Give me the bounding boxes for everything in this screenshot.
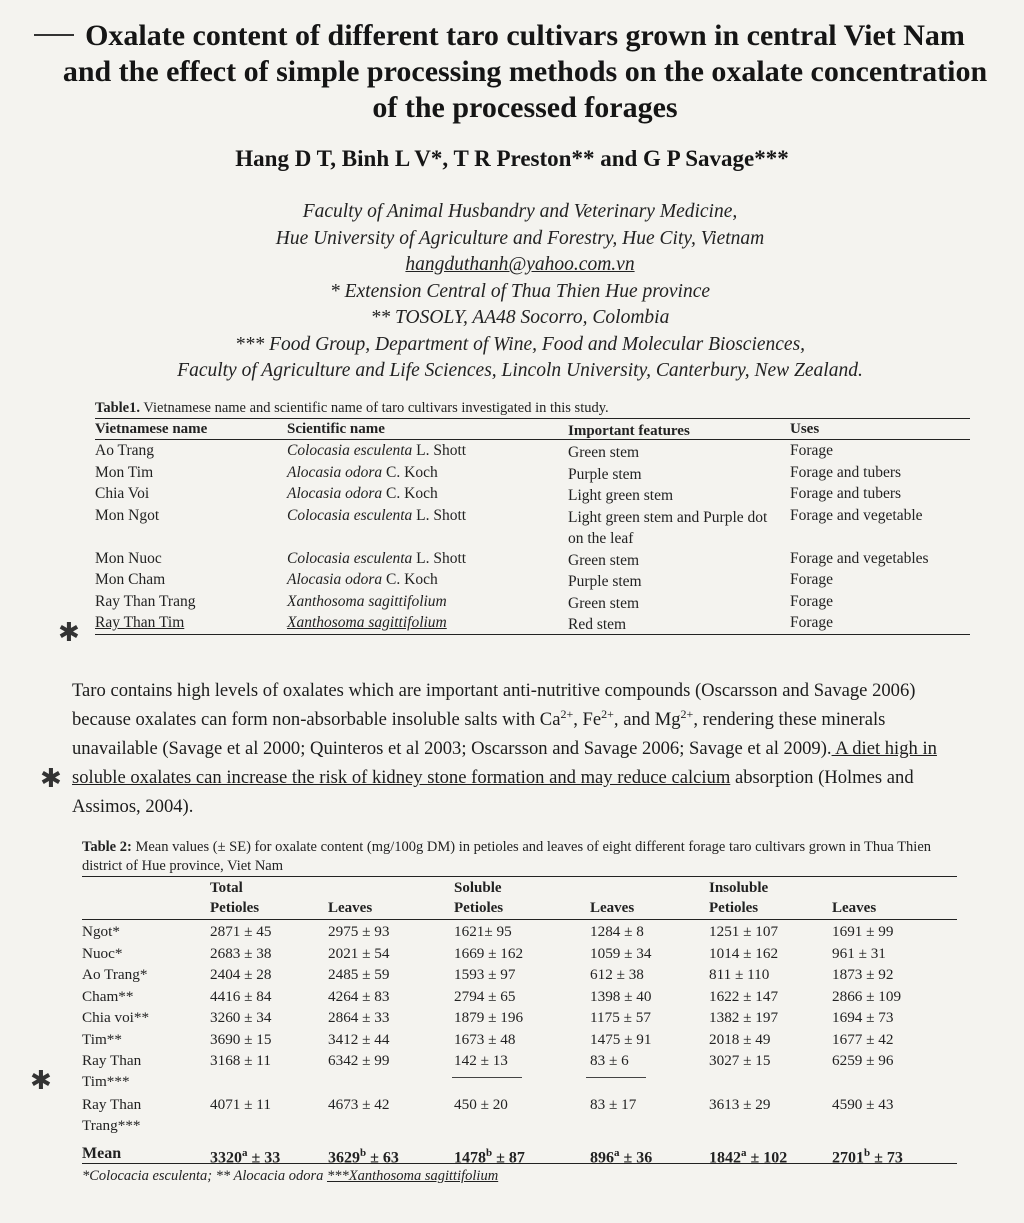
cell-cultivar: Cham**: [82, 987, 134, 1005]
cell-authority: C. Koch: [386, 485, 438, 502]
cell-value: 1251 ± 107: [709, 923, 779, 940]
mean-value: 1842: [709, 1149, 741, 1167]
affiliation-line: * Extension Central of Thua Thien Hue province: [329, 280, 711, 302]
table-row: [82, 1093, 957, 1137]
cell-feature: Red stem: [568, 616, 627, 633]
group-header: Soluble: [454, 880, 502, 896]
cell-name: Mon Ngot: [95, 506, 160, 524]
sub-header: Leaves: [590, 900, 635, 916]
mean-value: 1478: [454, 1149, 486, 1167]
cell-cultivar: Tim**: [82, 1030, 122, 1048]
mean-se: ± 87: [492, 1149, 525, 1167]
paper-title: Oxalate content of different taro cultivars grown in central Viet Nam and the effect of simple processing methods on the oxalate concentration of the processed forages: [62, 19, 988, 124]
cell-feature: Purple stem: [568, 465, 642, 483]
cell-authority: C. Koch: [386, 463, 438, 481]
cell-genus: Xanthosoma sagittifolium: [287, 592, 447, 610]
significance-letter: b: [864, 1147, 871, 1159]
cell-use: Forage and vegetable: [790, 506, 923, 524]
cell-scientific: [287, 550, 466, 568]
table-2-mean-row: [82, 1137, 957, 1167]
column-header: Vietnamese name: [95, 421, 208, 437]
mean-cell: [590, 1143, 652, 1168]
group-header: Total: [210, 880, 243, 896]
cell-feature: Purple stem: [568, 573, 642, 590]
table-1-caption-text: Vietnamese name and scientific name of taro cultivars investigated in this study.: [143, 400, 609, 416]
underlined-sentence: A diet high in soluble oxalates can increase the risk of kidney stone formation and may reduce calcium: [72, 738, 937, 788]
cell-cultivar: Ngot*: [82, 923, 120, 940]
table-1-label: Table1.: [95, 400, 140, 416]
significance-letter: b: [486, 1147, 493, 1159]
table-2-caption-text: Mean values (± SE) for oxalate content (mg/100g DM) in petioles and leaves of eight different forage taro cultivars grown in Thua Thien district of Hue province, Viet Nam: [82, 839, 932, 874]
table-1-caption: [95, 400, 970, 418]
cell-cultivar: Ao Trang*: [82, 966, 148, 983]
cell-value: 2794 ± 65: [454, 987, 516, 1005]
significance-letter: a: [741, 1147, 747, 1159]
cell-name: Mon Tim: [95, 463, 154, 481]
cell-value: 811 ± 110: [709, 966, 770, 983]
cell-authority: C. Koch: [386, 571, 438, 588]
cell-scientific: [287, 507, 466, 525]
mean-cell: [328, 1143, 399, 1168]
cell-value: 2018 ± 49: [709, 1030, 771, 1048]
table-row: [82, 963, 957, 985]
cell-scientific: [287, 593, 447, 611]
cell-value: 1382 ± 197: [709, 1009, 779, 1026]
cell-value: 83 ± 17: [590, 1096, 637, 1113]
text-run: , rendering these minerals unavailable (Savage et al 2000; Quinteros et al 2003; Oscarsson and Savage 2006; Savage et al 2009).: [72, 709, 886, 759]
cell-use: Forage and tubers: [790, 463, 902, 481]
column-header: Important features: [568, 423, 690, 439]
sub-header: Leaves: [328, 900, 373, 916]
sub-header: Petioles: [709, 900, 759, 916]
cell-name: Mon Cham: [95, 571, 166, 588]
column-header: Scientific name: [287, 421, 385, 437]
cell-value: 3613 ± 29: [709, 1096, 771, 1113]
table-2-label: Table 2:: [82, 839, 132, 855]
table-row: [82, 920, 957, 942]
cell-value: 2683 ± 38: [210, 944, 272, 962]
table-2-body: [82, 920, 957, 1137]
table-row: [82, 985, 957, 1007]
cell-scientific: [287, 614, 447, 632]
body-paragraph: [72, 676, 972, 821]
cell-value: 1669 ± 162: [454, 944, 524, 962]
cell-value: 450 ± 20: [454, 1096, 508, 1113]
affiliation-line: Faculty of Animal Husbandry and Veterinary Medicine,: [302, 201, 738, 222]
cell-value: 4673 ± 42: [328, 1096, 390, 1113]
table-1: [95, 400, 970, 635]
cell-use: Forage: [790, 571, 834, 588]
cell-value: 1014 ± 162: [709, 944, 779, 962]
affiliations: [100, 199, 940, 385]
table-2-footnote: [82, 1168, 957, 1185]
cell-value: 2404 ± 28: [210, 966, 272, 983]
cell-value: 1879 ± 196: [454, 1009, 524, 1026]
cell-name: Chia Voi: [95, 485, 150, 502]
affiliation-line: *** Food Group, Department of Wine, Food and Molecular Biosciences,: [234, 333, 806, 355]
text-run: absorption (Holmes and Assimos, 2004).: [72, 767, 914, 817]
cell-value: 1694 ± 73: [832, 1009, 894, 1026]
cell-name: Ray Than Tim: [95, 614, 185, 631]
cell-use: Forage: [790, 442, 834, 459]
cell-value: 1284 ± 8: [590, 923, 644, 940]
footnote-text: ***Xanthosoma sagittifolium: [326, 1168, 499, 1184]
mean-se: ± 102: [746, 1149, 788, 1167]
footnote-text: *Colocacia esculenta; ** Alocacia odora: [82, 1168, 327, 1184]
table-row: [95, 505, 970, 548]
cell-value: 6259 ± 96: [832, 1052, 894, 1069]
cell-value: 1175 ± 57: [590, 1009, 651, 1026]
cell-value: 4264 ± 83: [328, 987, 390, 1005]
table-rule: [95, 634, 970, 635]
cell-genus: Colocasia esculenta: [287, 506, 413, 524]
cell-value: 2866 ± 109: [832, 987, 902, 1005]
cell-value: 1621± 95: [454, 923, 512, 940]
cell-authority: L. Shott: [416, 549, 467, 567]
table-row: [95, 569, 970, 591]
mean-value: 2701: [832, 1149, 864, 1167]
cell-genus: Colocasia esculenta: [287, 549, 413, 567]
table-row: [82, 942, 957, 964]
significance-letter: b: [360, 1147, 367, 1159]
table-row: [95, 440, 970, 462]
cell-scientific: [287, 485, 438, 503]
cell-value: 612 ± 38: [590, 966, 644, 983]
cell-value: 3690 ± 15: [210, 1030, 272, 1048]
cell-value: 1677 ± 42: [832, 1030, 894, 1048]
handwritten-star-mark: ✱: [40, 764, 62, 794]
cell-value: 1673 ± 48: [454, 1030, 516, 1048]
author-list: Hang D T, Binh L V*, T R Preston** and G P Savage***: [235, 146, 789, 171]
cell-authority: L. Shott: [416, 506, 467, 524]
affiliation-line: ** TOSOLY, AA48 Socorro, Colombia: [370, 307, 670, 328]
mean-cell: [709, 1143, 787, 1168]
cell-cultivar: Ray Than Tim***: [82, 1052, 142, 1090]
mean-se: ± 73: [870, 1149, 903, 1167]
cell-authority: L. Shott: [416, 442, 467, 459]
cell-scientific: [287, 571, 438, 589]
mean-value: 3629: [328, 1149, 360, 1167]
cell-value: 83 ± 6: [590, 1052, 629, 1069]
significance-letter: a: [242, 1147, 248, 1159]
mean-value: 3320: [210, 1149, 242, 1167]
cell-value: 3168 ± 11: [210, 1052, 271, 1069]
cell-value: 2021 ± 54: [328, 944, 390, 962]
table-row: [95, 462, 970, 484]
sub-header: Leaves: [832, 900, 877, 916]
table-2-sub-header-row: [82, 897, 957, 919]
cell-value: 2864 ± 33: [328, 1009, 390, 1026]
mean-cell: [210, 1143, 280, 1168]
sub-header: Petioles: [454, 900, 504, 916]
cell-value: 961 ± 31: [832, 944, 886, 962]
cell-value: 1059 ± 34: [590, 944, 652, 962]
cell-value: 2485 ± 59: [328, 966, 390, 983]
affiliation-line: Hue University of Agriculture and Forestry, Hue City, Vietnam: [275, 227, 765, 249]
text-run: Taro contains high levels of oxalates which are important anti-nutritive compounds (Oscarsson and Savage 2006) because oxalates can form non-absorbable insoluble salts with Ca: [72, 680, 916, 730]
mean-se: ± 63: [366, 1149, 399, 1167]
table-2-group-header-row: [82, 877, 957, 897]
table-row: [95, 483, 970, 505]
cell-use: Forage: [790, 592, 834, 610]
cell-use: Forage and vegetables: [790, 549, 929, 567]
table-2-caption: [82, 838, 932, 876]
pen-underline-mark: [452, 1077, 522, 1078]
paragraph-text: [72, 676, 972, 821]
affiliation-line: Faculty of Agriculture and Life Sciences, Lincoln University, Canterbury, New Zealand.: [177, 360, 863, 381]
cell-value: 2975 ± 93: [328, 923, 390, 940]
cell-scientific: [287, 442, 466, 460]
cell-cultivar: Nuoc*: [82, 944, 123, 962]
table-row: [95, 612, 970, 634]
cell-value: 3260 ± 34: [210, 1009, 272, 1026]
sub-header: Petioles: [210, 900, 260, 916]
cell-use: Forage: [790, 614, 834, 631]
cell-value: 1622 ± 147: [709, 987, 779, 1005]
mean-value: 896: [590, 1149, 614, 1167]
cell-feature: Green stem: [568, 551, 640, 569]
cell-use: Forage and tubers: [790, 485, 902, 502]
table-row: [95, 548, 970, 570]
cell-name: Ray Than Trang: [95, 592, 196, 610]
handwritten-star-mark: ✱: [58, 618, 80, 648]
cell-feature: Green stem: [568, 444, 640, 461]
email-link[interactable]: hangduthanh@yahoo.com.vn: [405, 254, 635, 275]
mean-se: ± 33: [247, 1149, 281, 1167]
table-1-header-row: [95, 419, 970, 439]
table-2: [82, 838, 957, 1185]
table-row: [95, 591, 970, 613]
column-header: Uses: [790, 421, 820, 437]
cell-feature: Light green stem: [568, 487, 674, 504]
mean-cell: [454, 1143, 525, 1168]
cell-name: Mon Nuoc: [95, 549, 162, 567]
cell-value: 4590 ± 43: [832, 1096, 894, 1113]
table-row: [82, 1006, 957, 1028]
superscript: 2+: [601, 706, 614, 721]
table-row: [82, 1028, 957, 1050]
cell-genus: Xanthosoma sagittifolium: [287, 614, 447, 631]
cell-value: 1593 ± 97: [454, 966, 516, 983]
cell-genus: Alocasia odora: [287, 485, 383, 502]
cell-value: 3412 ± 44: [328, 1030, 390, 1048]
superscript: 2+: [680, 706, 694, 721]
mean-se: ± 36: [619, 1149, 653, 1167]
mean-cell: [832, 1143, 903, 1168]
cell-genus: Alocasia odora: [287, 463, 383, 481]
cell-value: 6342 ± 99: [328, 1052, 390, 1069]
cell-value: 3027 ± 15: [709, 1052, 771, 1069]
pen-underline-mark: [586, 1077, 646, 1078]
group-header: Insoluble: [709, 880, 769, 896]
cell-value: 1873 ± 92: [832, 966, 894, 983]
cell-value: 1691 ± 99: [832, 923, 894, 940]
cell-cultivar: Ray Than Trang***: [82, 1096, 142, 1134]
cell-value: 142 ± 13: [454, 1052, 508, 1069]
cell-cultivar: Chia voi**: [82, 1009, 150, 1026]
cell-name: Ao Trang: [95, 442, 155, 459]
cell-value: 1475 ± 91: [590, 1030, 652, 1048]
cell-scientific: [287, 464, 438, 482]
cell-genus: Colocasia esculenta: [287, 442, 413, 459]
cell-value: 4416 ± 84: [210, 987, 272, 1005]
cell-feature: Green stem: [568, 594, 640, 612]
superscript: 2+: [560, 706, 574, 721]
cell-value: 1398 ± 40: [590, 987, 652, 1005]
text-run: , and Mg: [613, 709, 681, 730]
text-run: , Fe: [573, 709, 602, 730]
handwritten-star-mark: ✱: [30, 1066, 52, 1096]
table-row: [82, 1049, 957, 1093]
cell-genus: Alocasia odora: [287, 571, 383, 588]
mean-label: Mean: [82, 1145, 122, 1162]
cell-feature: Light green stem and Purple dot on the leaf: [568, 508, 768, 547]
cell-value: 2871 ± 45: [210, 923, 272, 940]
significance-letter: a: [614, 1147, 620, 1159]
cell-value: 4071 ± 11: [210, 1096, 271, 1113]
